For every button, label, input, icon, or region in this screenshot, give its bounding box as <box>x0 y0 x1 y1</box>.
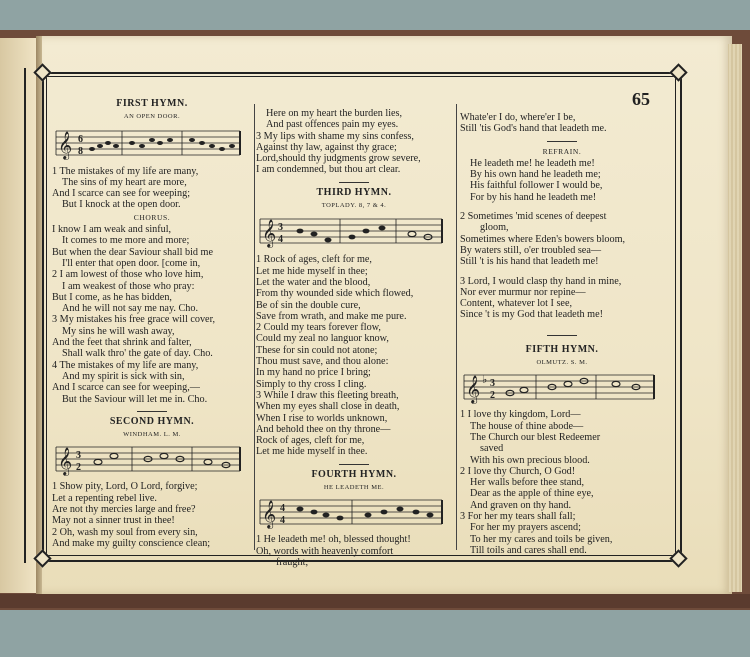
svg-text:𝄞: 𝄞 <box>466 377 481 404</box>
left-page-edge <box>0 38 38 593</box>
verse-line: fraught; <box>276 556 309 568</box>
verse-line: These for sin could not atone; <box>256 344 378 356</box>
svg-text:4: 4 <box>280 515 285 527</box>
verse-line: But I knock at the open door. <box>62 199 181 211</box>
svg-text:6: 6 <box>78 133 83 145</box>
page-number: 65 <box>632 89 650 109</box>
verse-line: Still 'tis God's hand that leadeth me. <box>460 123 607 135</box>
verse-line: 2 I love thy Church, O God! <box>460 465 576 477</box>
verse-line: For by his hand he leadeth me! <box>470 191 597 203</box>
svg-text:4: 4 <box>280 503 285 515</box>
verse-line: But I come, as he has bidden, <box>52 291 172 303</box>
verse-line: 1 I love thy kingdom, Lord— <box>460 409 581 421</box>
verse-line: Simply to thy cross I cling. <box>256 378 367 390</box>
verse-line: And behold thee on thy throne— <box>256 423 391 435</box>
verse-line: saved <box>480 443 504 455</box>
verse-line: By his own hand he leadeth me; <box>470 169 601 181</box>
hymn2-music-staff <box>52 442 248 478</box>
corner-ornament-bottom-right <box>671 551 685 565</box>
column-divider-left <box>254 104 255 550</box>
verse-line: 1 Rock of ages, cleft for me, <box>256 254 372 266</box>
svg-text:𝄞: 𝄞 <box>262 221 277 248</box>
hymn2-verses <box>52 481 252 549</box>
hymn5-tune: OLMUTZ. S. M. <box>536 359 588 367</box>
verse-line: And I scarce can see for weeping,— <box>52 382 200 394</box>
hymn1-tune: AN OPEN DOOR. <box>123 113 181 121</box>
verse-line: My sins he will wash away, <box>62 325 175 337</box>
refrain-label: REFRAIN. <box>542 146 582 156</box>
verse-line: In my hand no price I bring; <box>256 367 371 379</box>
hymn2-continued <box>256 108 452 176</box>
verse-line: 3 Lord, I would clasp thy hand in mine, <box>460 275 622 287</box>
verse-line: 3 For her my tears shall fall; <box>460 511 576 523</box>
verse-line: And the feet that shrink and falter, <box>52 337 192 349</box>
verse-line: I'll enter that open door. [come in, <box>62 257 201 269</box>
verse-line: Against thy law, against thy grace; <box>256 141 397 153</box>
verse-line: His faithful follower I would be, <box>470 180 603 192</box>
svg-text:2: 2 <box>490 390 495 402</box>
verse-line: May not a sinner trust in thee! <box>52 515 175 527</box>
column-one <box>52 98 252 549</box>
verse-line: 2 Sometimes 'mid scenes of deepest <box>460 211 607 223</box>
corner-ornament-top-left <box>35 65 49 79</box>
verse-line: Rock of ages, cleft for me, <box>256 435 365 447</box>
hymn3-verses <box>256 254 452 457</box>
left-page-border <box>18 38 32 593</box>
hymn3-tune: TOPLADY. 8, 7 & 4. <box>321 202 387 210</box>
hymn5-verses <box>460 409 664 556</box>
verse-line: Let the water and the blood, <box>256 276 371 288</box>
hymn5-title: FIFTH HYMN. <box>525 343 599 355</box>
svg-text:♭: ♭ <box>482 374 488 387</box>
verse-line: Save from wrath, and make me pure. <box>256 310 407 322</box>
verse-line: Are not thy mercies large and free? <box>52 504 196 516</box>
section-rule <box>339 182 369 183</box>
svg-text:𝄞: 𝄞 <box>58 132 73 159</box>
verse-line: He leadeth me! he leadeth me! <box>470 157 595 169</box>
verse-line: gloom, <box>480 222 509 234</box>
verse-line: Let me hide myself in thee. <box>256 446 368 458</box>
verse-line: 3 While I draw this fleeting breath, <box>256 389 399 401</box>
hymn4-refrain <box>460 158 664 203</box>
verse-line: Here on my heart the burden lies, <box>266 108 403 119</box>
svg-text:3: 3 <box>490 378 495 390</box>
verse-line: Let me hide myself in thee; <box>256 265 368 277</box>
section-rule <box>339 464 369 465</box>
verse-line: I am condemned, but thou art clear. <box>256 164 401 176</box>
hymn1-verse1 <box>52 166 252 211</box>
svg-text:𝄞: 𝄞 <box>58 449 73 476</box>
verse-line: 1 He leadeth me! oh, blessed thought! <box>256 534 411 546</box>
hymn1-music-staff <box>52 125 248 163</box>
verse-line: It comes to me more and more; <box>62 235 190 247</box>
hymn5-music-staff <box>460 370 660 406</box>
svg-text:𝄞: 𝄞 <box>262 502 277 529</box>
verse-line: Be of sin the double cure, <box>256 299 361 311</box>
verse-line: Lord,should thy judgments grow severe, <box>256 153 421 165</box>
section-rule <box>137 411 167 412</box>
verse-line: 4 The mistakes of my life are many, <box>52 359 199 371</box>
verse-line: 3 My lips with shame my sins confess, <box>256 130 414 142</box>
verse-line: Dear as the apple of thine eye, <box>470 488 594 500</box>
verse-line: And I scarce can see for weeping; <box>52 188 191 200</box>
verse-line: Content, whatever lot I see, <box>460 298 573 310</box>
verse-line: The sins of my heart are more, <box>62 176 187 188</box>
svg-text:2: 2 <box>76 462 81 474</box>
hymn4-verses <box>256 534 452 568</box>
verse-line: But when the dear Saviour shall bid me <box>52 246 213 258</box>
verse-line: 2 I am lowest of those who love him, <box>52 269 204 281</box>
verse-line: Oh, words with heavenly comfort <box>256 545 394 557</box>
verse-line: The house of thine abode— <box>470 420 584 432</box>
svg-text:3: 3 <box>76 450 81 462</box>
verse-line: From thy wounded side which flowed, <box>256 288 414 300</box>
verse-line: 1 The mistakes of my life are many, <box>52 165 199 177</box>
column-two <box>256 108 452 568</box>
verse-line: To her my cares and toils be given, <box>470 533 613 545</box>
hymn2-title: SECOND HYMN. <box>109 415 195 427</box>
corner-ornament-bottom-left <box>35 551 49 565</box>
verse-line: Her walls before thee stand, <box>470 477 584 489</box>
hymn4-verses-rest <box>460 211 664 321</box>
verse-line: 2 Oh, wash my soul from every sin, <box>52 526 198 538</box>
verse-line: When my eyes shall close in death, <box>256 401 400 413</box>
verse-line: And graven on thy hand. <box>470 499 572 511</box>
svg-text:3: 3 <box>278 222 283 234</box>
hymn4-tune: HE LEADETH ME. <box>323 484 385 492</box>
hymn3-music-staff <box>256 213 448 251</box>
verse-line: The Church our blest Redeemer <box>470 431 601 443</box>
hymn4-title: FOURTH HYMN. <box>311 468 397 480</box>
verse-line: By waters still, o'er troubled sea— <box>460 244 602 256</box>
verse-line: When I rise to worlds unknown, <box>256 412 388 424</box>
verse-line: Since 't is my God that leadeth me! <box>460 309 604 321</box>
book-bottom-edge <box>0 594 750 608</box>
verse-line: Let a repenting rebel live. <box>52 492 157 504</box>
verse-line: Thou must save, and thou alone: <box>256 356 389 368</box>
verse-line: Could my zeal no languor know, <box>256 333 389 345</box>
verse-line: And make my guilty conscience clean; <box>52 537 211 549</box>
verse-line: Whate'er I do, where'er I be, <box>460 112 576 123</box>
verse-line: Till toils and cares shall end. <box>470 544 587 556</box>
verse-line: And past offences pain my eyes. <box>266 119 399 131</box>
verse-line: With his own precious blood. <box>470 454 590 466</box>
verse-line: 2 Could my tears forever flow, <box>256 322 381 334</box>
hymn2-tune: WINDHAM. L. M. <box>123 431 181 439</box>
verse-line: 1 Show pity, Lord, O Lord, forgive; <box>52 481 198 493</box>
column-divider-right <box>456 104 457 550</box>
svg-text:4: 4 <box>278 234 283 246</box>
verse-line: 3 My mistakes his free grace will cover, <box>52 314 216 326</box>
page-stack-edge <box>728 44 742 592</box>
verse-line: For her my prayers ascend; <box>470 522 581 534</box>
hymn1-title: FIRST HYMN. <box>116 98 188 109</box>
hymn4-music-staff <box>256 495 448 531</box>
chorus-label: CHORUS. <box>133 212 171 222</box>
verse-line: Nor ever murmur nor repine— <box>460 286 586 298</box>
verse-line: And my spirit is sick with sin, <box>62 370 185 382</box>
verse-line: Sometimes where Eden's bowers bloom, <box>460 233 626 245</box>
hymn3-title: THIRD HYMN. <box>316 186 392 198</box>
section-rule <box>547 335 577 336</box>
verse-line: I am weakest of those who pray: <box>62 280 195 292</box>
verse-line: I know I am weak and sinful, <box>52 224 172 236</box>
svg-text:8: 8 <box>78 145 83 157</box>
verse-line: Shall walk thro' the gate of day. Cho. <box>62 348 213 360</box>
verse-line: And he will not say me nay. Cho. <box>62 303 199 315</box>
verse-line: But the Saviour will let me in. Cho. <box>62 393 208 405</box>
column-three <box>460 112 664 556</box>
hymn1-verses-rest <box>52 269 252 405</box>
corner-ornament-top-right <box>671 65 685 79</box>
section-rule <box>547 141 577 142</box>
hymn1-chorus <box>52 224 252 269</box>
hymn4-continued <box>460 112 664 135</box>
verse-line: Still 't is his hand that leadeth me! <box>460 256 599 268</box>
